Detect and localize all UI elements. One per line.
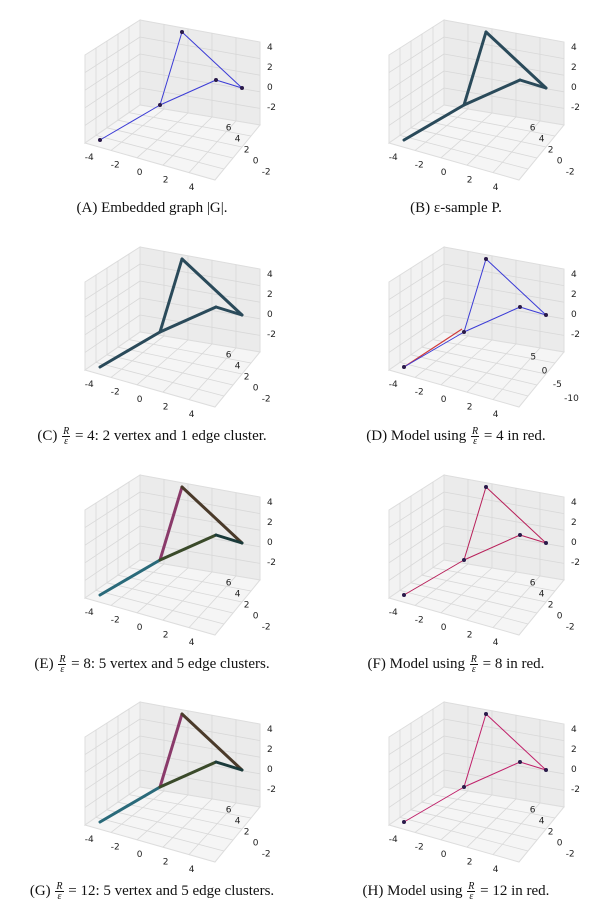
svg-text:4: 4 — [234, 589, 241, 600]
svg-text:0: 0 — [440, 623, 447, 634]
svg-text:0: 0 — [571, 83, 577, 93]
panel-e — [0, 455, 304, 682]
plot-3d — [0, 682, 304, 882]
fraction-denominator: ε — [57, 891, 62, 902]
svg-text:0: 0 — [267, 83, 273, 93]
svg-text:6: 6 — [225, 123, 232, 134]
svg-text:0: 0 — [571, 310, 577, 320]
svg-text:2: 2 — [466, 175, 473, 186]
svg-text:-2: -2 — [110, 160, 120, 171]
svg-text:-2: -2 — [110, 387, 120, 398]
fraction-numerator: R — [59, 654, 66, 665]
svg-text:-2: -2 — [110, 842, 120, 853]
svg-text:4: 4 — [571, 498, 577, 508]
svg-text:6: 6 — [529, 123, 536, 134]
svg-text:0: 0 — [252, 611, 259, 622]
svg-text:6: 6 — [529, 578, 536, 589]
panel-caption — [304, 200, 608, 217]
svg-text:-2: -2 — [414, 615, 424, 626]
svg-text:4: 4 — [538, 134, 545, 145]
fraction-denominator: ε — [469, 891, 474, 902]
svg-text:2: 2 — [243, 145, 250, 156]
caption-text: = 12: 5 vertex and 5 edge clusters. — [68, 882, 275, 899]
svg-text:0: 0 — [252, 156, 259, 167]
svg-text:0: 0 — [136, 850, 143, 861]
fraction-numerator: R — [56, 881, 63, 892]
panel-g — [0, 682, 304, 909]
panel-f — [304, 455, 608, 682]
svg-text:2: 2 — [243, 827, 250, 838]
svg-text:2: 2 — [162, 630, 169, 641]
svg-text:0: 0 — [440, 395, 447, 406]
svg-text:2: 2 — [162, 857, 169, 868]
svg-text:4: 4 — [188, 637, 195, 648]
fraction-denominator: ε — [60, 664, 65, 675]
caption-text: ε-sample P. — [433, 200, 502, 216]
svg-text:-2: -2 — [414, 387, 424, 398]
svg-text:-4: -4 — [84, 608, 94, 619]
svg-text:-2: -2 — [267, 785, 276, 795]
plot-3d — [304, 227, 608, 427]
svg-text:2: 2 — [571, 63, 577, 73]
fraction-r-over-epsilon — [62, 427, 70, 446]
svg-text:0: 0 — [440, 168, 447, 179]
svg-text:0: 0 — [136, 168, 143, 179]
svg-text:6: 6 — [225, 350, 232, 361]
svg-text:5: 5 — [530, 352, 537, 363]
svg-text:-2: -2 — [267, 558, 276, 568]
svg-text:-2: -2 — [261, 622, 271, 633]
caption-label: (B) — [410, 200, 431, 216]
svg-text:-2: -2 — [571, 330, 580, 340]
svg-text:-2: -2 — [414, 160, 424, 171]
fraction-r-over-epsilon — [55, 882, 63, 901]
svg-text:-5: -5 — [552, 380, 562, 391]
svg-text:-2: -2 — [565, 849, 575, 860]
svg-text:2: 2 — [267, 290, 273, 300]
svg-text:4: 4 — [492, 409, 499, 420]
svg-text:4: 4 — [538, 589, 545, 600]
svg-text:4: 4 — [538, 816, 545, 827]
fraction-numerator: R — [470, 654, 477, 665]
panel-a — [0, 0, 304, 227]
svg-text:0: 0 — [556, 611, 563, 622]
caption-label: (E) — [34, 655, 54, 672]
svg-text:2: 2 — [466, 630, 473, 641]
panel-d — [304, 227, 608, 454]
svg-text:-4: -4 — [84, 380, 94, 391]
svg-text:-2: -2 — [414, 842, 424, 853]
svg-text:0: 0 — [440, 850, 447, 861]
svg-text:0: 0 — [252, 383, 259, 394]
svg-text:6: 6 — [225, 578, 232, 589]
caption-text: = 8 in red. — [482, 655, 545, 672]
panel-caption — [0, 882, 304, 901]
svg-text:4: 4 — [234, 361, 241, 372]
svg-text:4: 4 — [234, 816, 241, 827]
fraction-r-over-epsilon — [467, 882, 475, 901]
svg-text:2: 2 — [571, 745, 577, 755]
svg-text:2: 2 — [466, 402, 473, 413]
caption-label: (C) — [37, 427, 58, 444]
caption-text: = 4: 2 vertex and 1 edge cluster. — [74, 427, 267, 444]
svg-text:0: 0 — [267, 310, 273, 320]
svg-text:-2: -2 — [261, 849, 271, 860]
fraction-denominator: ε — [473, 436, 478, 447]
svg-text:-2: -2 — [565, 622, 575, 633]
caption-text: Embedded graph |G|. — [101, 200, 228, 216]
svg-text:4: 4 — [267, 498, 273, 508]
caption-text: = 8: 5 vertex and 5 edge clusters. — [71, 655, 270, 672]
svg-text:4: 4 — [492, 182, 499, 193]
svg-text:2: 2 — [571, 518, 577, 528]
plot-3d — [0, 0, 304, 200]
panel-h — [304, 682, 608, 909]
svg-text:2: 2 — [243, 372, 250, 383]
plot-3d — [0, 455, 304, 655]
svg-text:4: 4 — [571, 270, 577, 280]
fraction-numerator: R — [472, 426, 479, 437]
svg-text:0: 0 — [252, 838, 259, 849]
plot-3d — [304, 682, 608, 882]
svg-text:2: 2 — [243, 600, 250, 611]
svg-text:2: 2 — [547, 827, 554, 838]
plot-3d — [304, 455, 608, 655]
svg-text:4: 4 — [188, 409, 195, 420]
svg-text:-2: -2 — [565, 167, 575, 178]
svg-text:-4: -4 — [388, 608, 398, 619]
svg-text:6: 6 — [225, 805, 232, 816]
svg-text:4: 4 — [267, 43, 273, 53]
svg-text:-2: -2 — [261, 394, 271, 405]
svg-text:2: 2 — [571, 290, 577, 300]
svg-text:0: 0 — [571, 538, 577, 548]
svg-text:4: 4 — [267, 725, 273, 735]
svg-text:4: 4 — [188, 182, 195, 193]
svg-text:6: 6 — [529, 805, 536, 816]
panel-b — [304, 0, 608, 227]
svg-text:4: 4 — [188, 864, 195, 875]
svg-text:2: 2 — [547, 600, 554, 611]
caption-text: = 4 in red. — [483, 427, 546, 444]
caption-label: (F) Model using — [367, 655, 466, 672]
svg-text:4: 4 — [267, 270, 273, 280]
fraction-r-over-epsilon — [470, 655, 478, 674]
svg-text:2: 2 — [162, 402, 169, 413]
svg-text:2: 2 — [267, 745, 273, 755]
svg-text:2: 2 — [267, 63, 273, 73]
svg-text:-2: -2 — [110, 615, 120, 626]
panel-caption — [0, 427, 304, 446]
svg-text:-2: -2 — [267, 103, 276, 113]
panel-c — [0, 227, 304, 454]
svg-text:0: 0 — [267, 538, 273, 548]
svg-text:4: 4 — [492, 637, 499, 648]
fraction-r-over-epsilon — [471, 427, 479, 446]
panel-caption — [0, 655, 304, 674]
caption-label: (D) Model using — [366, 427, 467, 444]
panel-caption — [304, 655, 608, 674]
panel-caption — [304, 427, 608, 446]
plot-3d — [0, 227, 304, 427]
svg-text:2: 2 — [547, 145, 554, 156]
fraction-denominator: ε — [471, 664, 476, 675]
caption-label: (H) Model using — [362, 882, 463, 899]
panel-caption — [304, 882, 608, 901]
svg-text:-10: -10 — [564, 393, 579, 404]
svg-text:-4: -4 — [388, 835, 398, 846]
plot-3d — [304, 0, 608, 200]
svg-text:0: 0 — [136, 623, 143, 634]
svg-text:-2: -2 — [571, 103, 580, 113]
svg-text:0: 0 — [136, 395, 143, 406]
svg-text:-4: -4 — [388, 153, 398, 164]
caption-text: = 12 in red. — [480, 882, 550, 899]
fraction-numerator: R — [63, 426, 70, 437]
svg-text:4: 4 — [571, 43, 577, 53]
svg-text:0: 0 — [571, 765, 577, 775]
svg-text:0: 0 — [556, 156, 563, 167]
svg-text:2: 2 — [267, 518, 273, 528]
svg-text:-2: -2 — [571, 785, 580, 795]
caption-label: (G) — [29, 882, 51, 899]
svg-text:-4: -4 — [84, 153, 94, 164]
svg-text:4: 4 — [234, 134, 241, 145]
svg-text:-2: -2 — [267, 330, 276, 340]
fraction-denominator: ε — [64, 436, 69, 447]
caption-label: (A) — [76, 200, 98, 216]
svg-text:2: 2 — [162, 175, 169, 186]
svg-text:2: 2 — [466, 857, 473, 868]
svg-text:-2: -2 — [261, 167, 271, 178]
svg-text:-4: -4 — [84, 835, 94, 846]
panel-caption — [0, 200, 304, 217]
svg-text:0: 0 — [267, 765, 273, 775]
fraction-r-over-epsilon — [58, 655, 66, 674]
svg-text:-4: -4 — [388, 380, 398, 391]
fraction-numerator: R — [468, 881, 475, 892]
svg-text:4: 4 — [492, 864, 499, 875]
svg-text:-2: -2 — [571, 558, 580, 568]
svg-text:0: 0 — [556, 838, 563, 849]
svg-text:0: 0 — [541, 366, 548, 377]
svg-text:4: 4 — [571, 725, 577, 735]
